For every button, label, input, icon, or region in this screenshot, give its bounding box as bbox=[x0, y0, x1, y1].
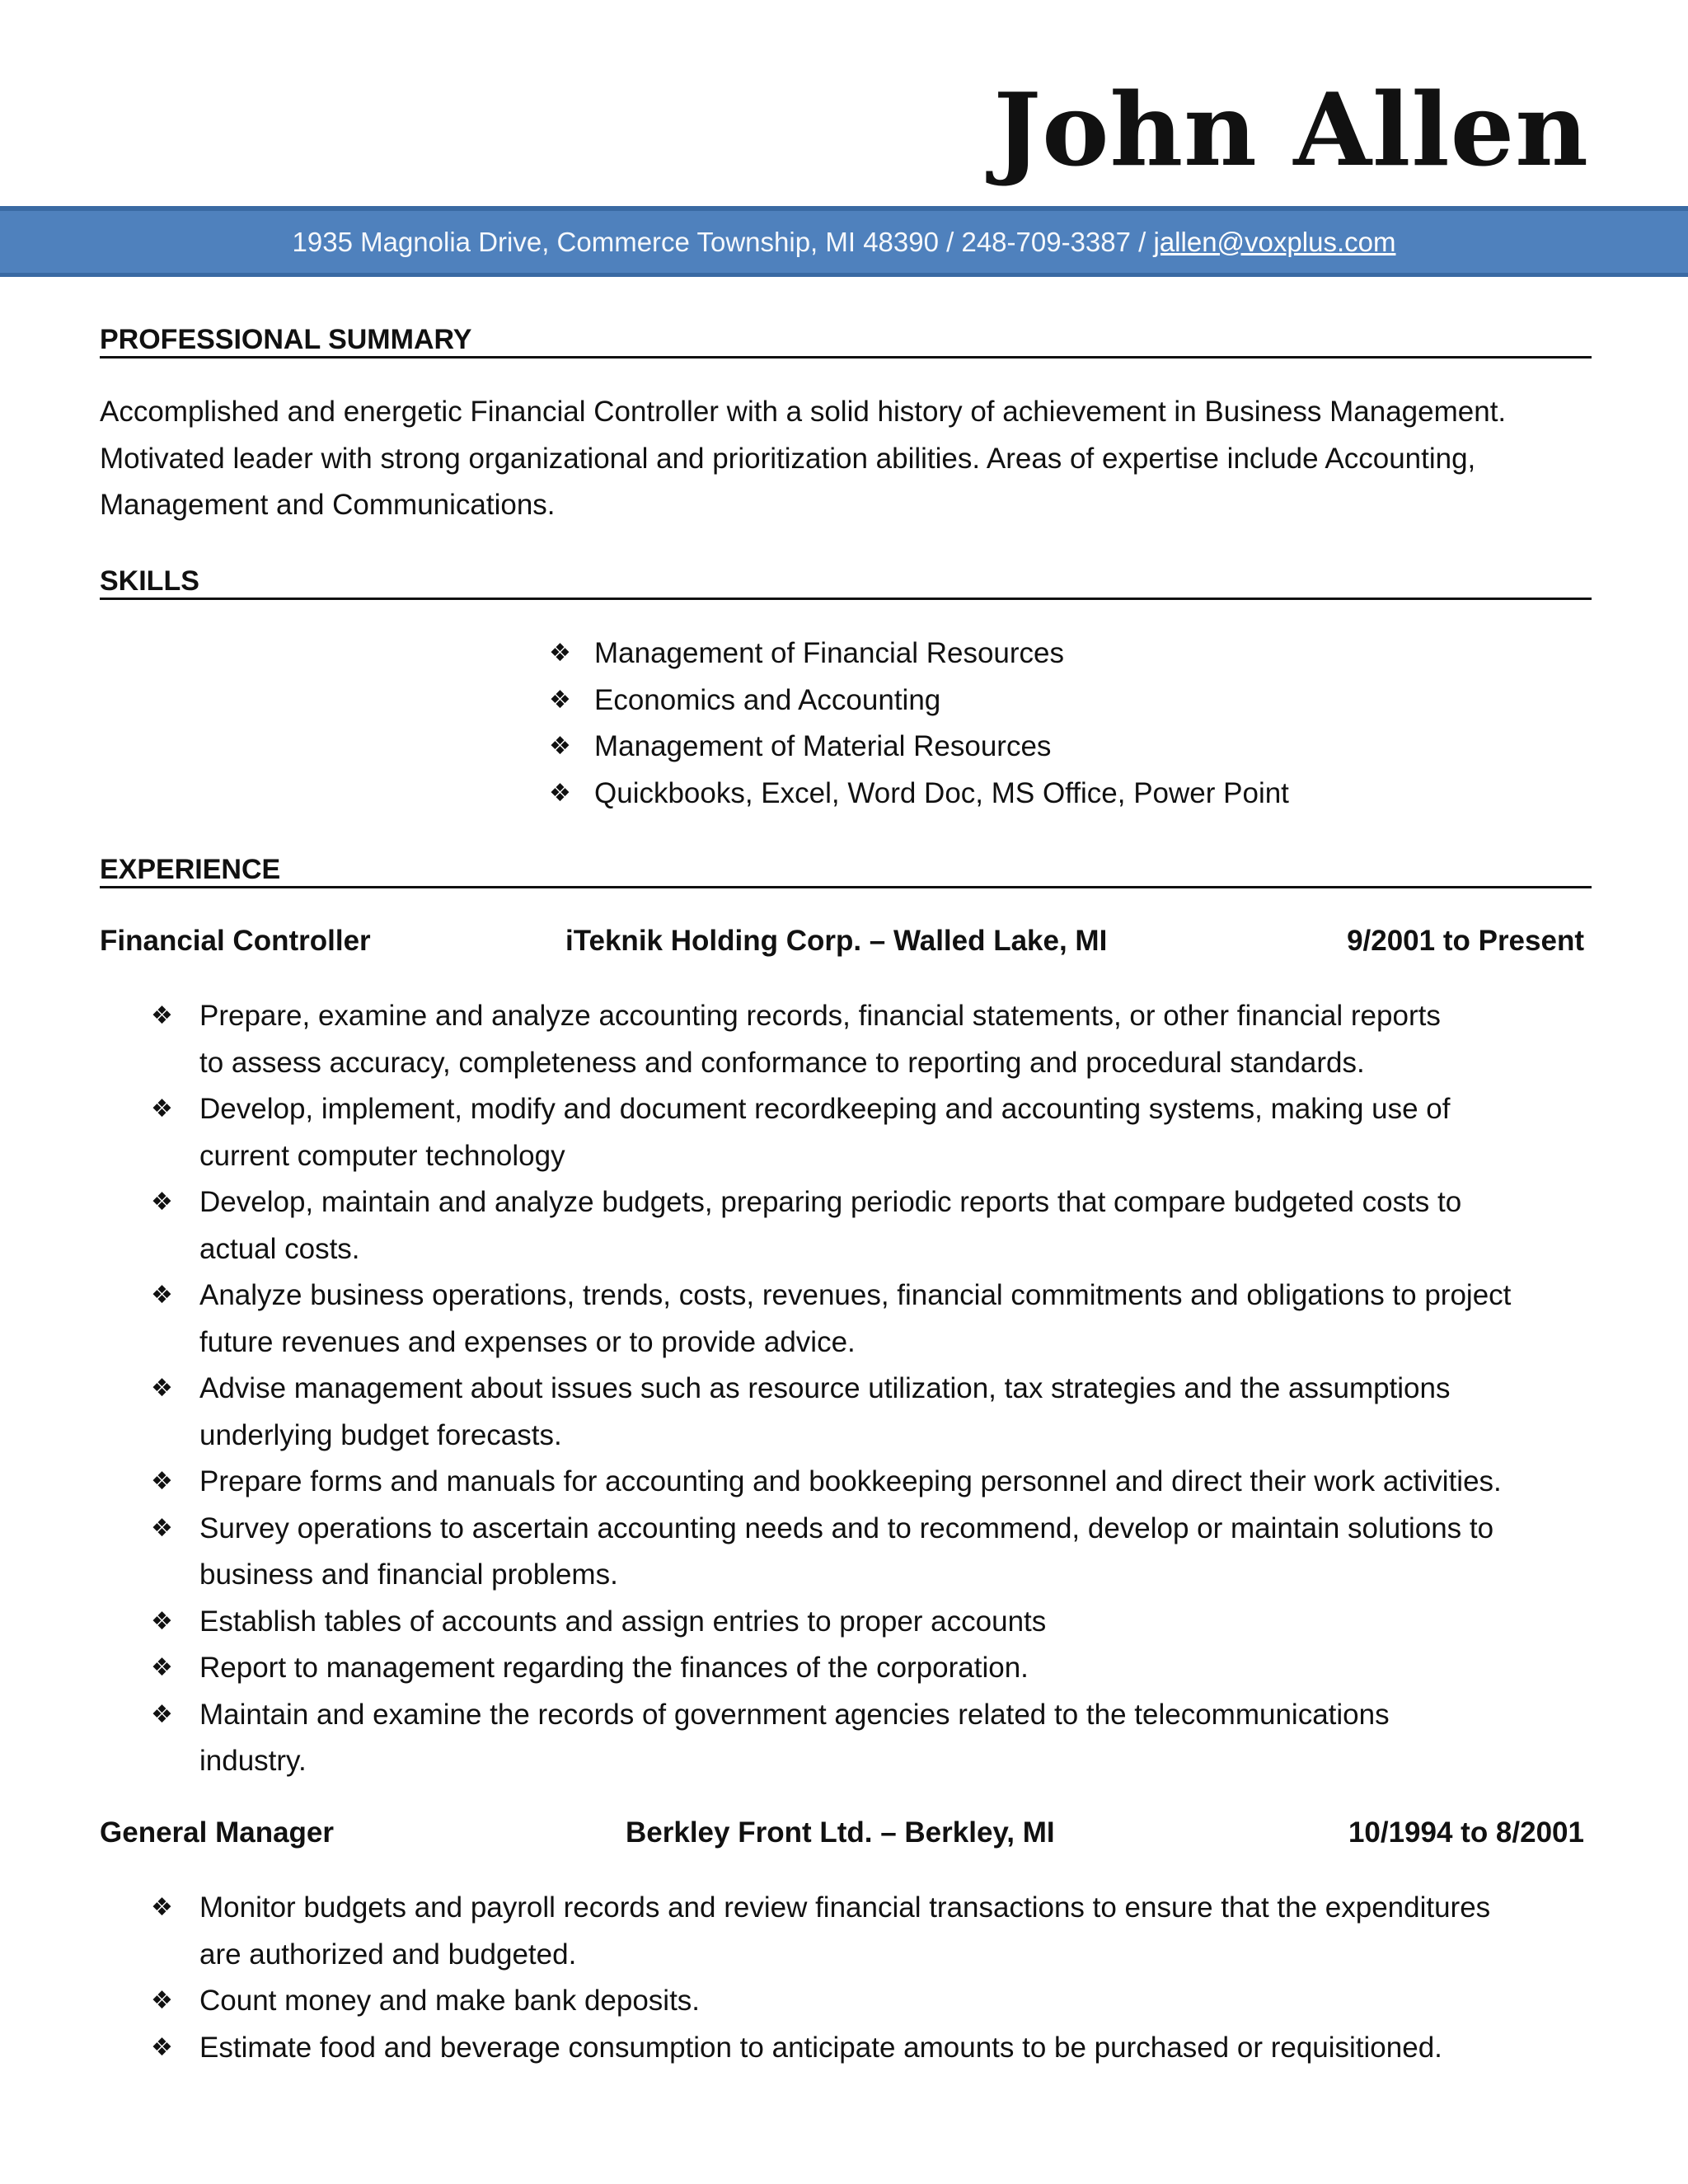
duty-line: Establish tables of accounts and assign entries to proper accounts bbox=[199, 1605, 1047, 1638]
diamond-bullet-icon: ❖ bbox=[549, 778, 571, 808]
diamond-bullet-icon: ❖ bbox=[151, 2032, 173, 2062]
job-company: Berkley Front Ltd. – Berkley, MI bbox=[626, 1816, 1055, 1849]
duty-line: Analyze business operations, trends, costs, revenues, financial commitments and obligations to project bbox=[199, 1279, 1512, 1311]
duty-item bbox=[151, 1086, 1536, 1179]
email-link[interactable]: jallen@voxplus.com bbox=[1153, 226, 1396, 257]
job-company: iTeknik Holding Corp. – Walled Lake, MI bbox=[565, 925, 1108, 957]
diamond-bullet-icon: ❖ bbox=[151, 1281, 173, 1310]
duty-item bbox=[151, 2025, 1536, 2072]
duty-item bbox=[151, 1599, 1536, 1646]
diamond-bullet-icon: ❖ bbox=[549, 732, 571, 761]
duty-line: to assess accuracy, completeness and conformance to reporting and procedural standards. bbox=[199, 1046, 1365, 1079]
diamond-bullet-icon: ❖ bbox=[151, 1606, 173, 1636]
contact-bar bbox=[0, 206, 1688, 277]
diamond-bullet-icon: ❖ bbox=[151, 1094, 173, 1123]
diamond-bullet-icon: ❖ bbox=[151, 1699, 173, 1729]
summary-line: Motivated leader with strong organizational and prioritization abilities. Areas of expertise include Accounting, bbox=[100, 442, 1476, 475]
skill-label: Management of Material Resources bbox=[594, 730, 1052, 762]
diamond-bullet-icon: ❖ bbox=[151, 1513, 173, 1543]
duty-item bbox=[151, 1978, 1536, 2025]
summary-line: Management and Communications. bbox=[100, 489, 556, 521]
diamond-bullet-icon: ❖ bbox=[151, 1653, 173, 1682]
contact-address-phone: 1935 Magnolia Drive, Commerce Township, MI 48390 / 248-709-3387 / bbox=[292, 226, 1146, 257]
skill-label: Quickbooks, Excel, Word Doc, MS Office, Power Point bbox=[594, 776, 1289, 809]
summary-line: Accomplished and energetic Financial Controller with a solid history of achievement in Business Management. bbox=[100, 396, 1507, 428]
duty-line: Prepare forms and manuals for accounting and bookkeeping personnel and direct their work activities. bbox=[199, 1465, 1502, 1497]
duty-line: underlying budget forecasts. bbox=[199, 1418, 562, 1451]
job-header bbox=[100, 1815, 1584, 1851]
diamond-bullet-icon: ❖ bbox=[151, 1893, 173, 1922]
duty-line: Estimate food and beverage consumption to anticipate amounts to be purchased or requisitioned. bbox=[199, 2031, 1442, 2064]
duty-item bbox=[151, 993, 1536, 1086]
duty-item bbox=[151, 1692, 1536, 1785]
duty-line: Monitor budgets and payroll records and review financial transactions to ensure that the expenditures bbox=[199, 1891, 1491, 1924]
skill-label: Economics and Accounting bbox=[594, 683, 941, 716]
experience-heading: EXPERIENCE bbox=[100, 853, 1592, 888]
duty-line: Develop, implement, modify and document recordkeeping and accounting systems, making use of bbox=[199, 1093, 1451, 1125]
skills-list bbox=[549, 630, 1289, 817]
skill-item bbox=[549, 771, 1289, 818]
duty-line: Survey operations to ascertain accounting needs and to recommend, develop or maintain solutions to bbox=[199, 1511, 1494, 1544]
duty-item bbox=[151, 1885, 1536, 1978]
diamond-bullet-icon: ❖ bbox=[151, 1188, 173, 1216]
duty-item bbox=[151, 1366, 1536, 1459]
duty-line: Advise management about issues such as resource utilization, tax strategies and the assumptions bbox=[199, 1372, 1451, 1404]
diamond-bullet-icon: ❖ bbox=[151, 1986, 173, 2015]
candidate-name: John Allen bbox=[993, 70, 1589, 189]
job-duties bbox=[151, 993, 1536, 1785]
diamond-bullet-icon: ❖ bbox=[151, 1001, 173, 1030]
duty-line: current computer technology bbox=[199, 1139, 565, 1172]
duty-line: Prepare, examine and analyze accounting records, financial statements, or other financial reports bbox=[199, 1000, 1441, 1032]
job-dates: 9/2001 to Present bbox=[1347, 925, 1584, 957]
job-header bbox=[100, 923, 1584, 959]
duty-item bbox=[151, 1459, 1536, 1506]
duty-line: future revenues and expenses or to provide advice. bbox=[199, 1325, 856, 1358]
duty-line: are authorized and budgeted. bbox=[199, 1938, 577, 1971]
summary-text bbox=[100, 389, 1592, 529]
summary-heading: PROFESSIONAL SUMMARY bbox=[100, 323, 1592, 359]
duty-line: industry. bbox=[199, 1745, 307, 1777]
duty-line: business and financial problems. bbox=[199, 1558, 618, 1591]
skill-item bbox=[549, 677, 1289, 724]
duty-line: Report to management regarding the finances of the corporation. bbox=[199, 1652, 1029, 1684]
diamond-bullet-icon: ❖ bbox=[151, 1467, 173, 1496]
duty-item bbox=[151, 1645, 1536, 1692]
duty-item bbox=[151, 1506, 1536, 1599]
diamond-bullet-icon: ❖ bbox=[549, 685, 571, 715]
skill-item bbox=[549, 724, 1289, 771]
skills-heading: SKILLS bbox=[100, 565, 1592, 600]
duty-item bbox=[151, 1272, 1536, 1366]
duty-line: Count money and make bank deposits. bbox=[199, 1985, 701, 2017]
duty-line: actual costs. bbox=[199, 1232, 360, 1265]
job-duties bbox=[151, 1885, 1536, 2071]
duty-line: Maintain and examine the records of government agencies related to the telecommunications bbox=[199, 1698, 1390, 1731]
diamond-bullet-icon: ❖ bbox=[549, 639, 571, 668]
skill-label: Management of Financial Resources bbox=[594, 637, 1065, 669]
job-title: Financial Controller bbox=[100, 925, 371, 957]
duty-item bbox=[151, 1179, 1536, 1272]
diamond-bullet-icon: ❖ bbox=[151, 1374, 173, 1403]
skill-item bbox=[549, 630, 1289, 677]
duty-line: Develop, maintain and analyze budgets, preparing periodic reports that compare budgeted costs to bbox=[199, 1186, 1462, 1218]
job-title: General Manager bbox=[100, 1816, 334, 1849]
contact-info bbox=[293, 227, 1396, 258]
job-dates: 10/1994 to 8/2001 bbox=[1348, 1816, 1584, 1849]
